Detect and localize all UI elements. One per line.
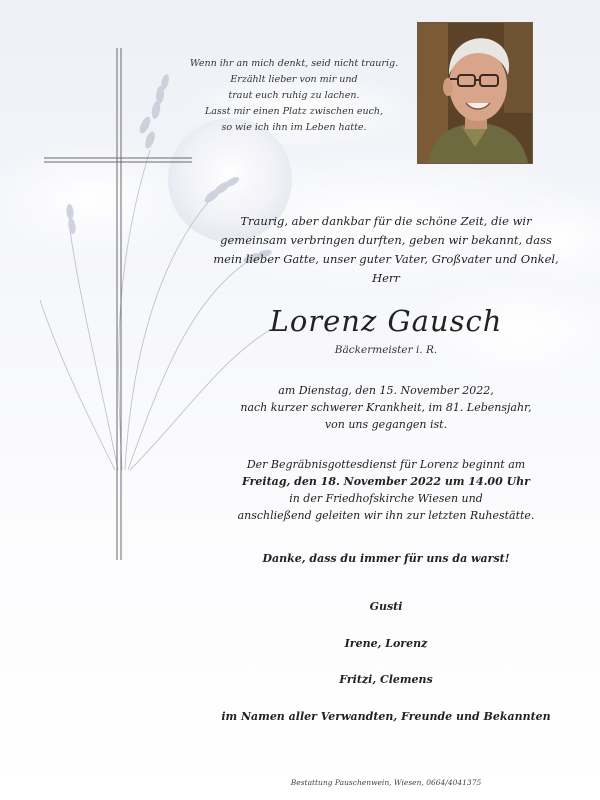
mourner-name: im Namen aller Verwandten, Freunde und Bekannten xyxy=(221,710,551,723)
poem-line: so wie ich ihn im Leben hatte. xyxy=(221,122,367,133)
poem-line: traut euch ruhig zu lachen. xyxy=(228,90,360,101)
death-line: nach kurzer schwerer Krankheit, im 81. Lebensjahr, xyxy=(240,401,532,414)
funeral-line: anschließend geleiten wir ihn zur letzten Ruhestätte. xyxy=(237,509,535,522)
announcement-line: Traurig, aber dankbar für die schöne Zeit, die wir xyxy=(240,214,532,228)
portrait-photo xyxy=(417,22,533,164)
mourner-name: Irene, Lorenz xyxy=(344,637,428,650)
funeral-line: Der Begräbnisgottesdienst für Lorenz beginnt am xyxy=(246,458,526,471)
poem xyxy=(178,56,410,136)
funeral-info xyxy=(200,456,572,524)
mourner-name: Fritzi, Clemens xyxy=(339,673,433,686)
mourner-name: Gusti xyxy=(369,600,403,613)
deceased-name: Lorenz Gausch xyxy=(269,304,503,338)
death-line: von uns gegangen ist. xyxy=(324,418,448,431)
deceased-title: Bäckermeister i. R. xyxy=(334,344,438,356)
funeral-line: in der Friedhofskirche Wiesen und xyxy=(289,492,483,505)
thanks-line: Danke, dass du immer für uns da warst! xyxy=(262,552,510,565)
poem-line: Wenn ihr an mich denkt, seid nicht traurig. xyxy=(189,58,399,69)
death-line: am Dienstag, den 15. November 2022, xyxy=(278,384,494,397)
funeral-home-footer: Bestattung Pauschenwein, Wiesen, 0664/4041375 xyxy=(290,778,482,787)
cross-icon xyxy=(44,48,192,560)
death-notice xyxy=(200,382,572,433)
announcement-line: Herr xyxy=(372,271,400,285)
poem-line: Erzählt lieber von mir und xyxy=(230,74,358,85)
announcement-line: gemeinsam verbringen durften, geben wir bekannt, dass xyxy=(220,233,552,247)
funeral-date-time: Freitag, den 18. November 2022 um 14.00 Uhr xyxy=(242,475,530,488)
poem-line: Lasst mir einen Platz zwischen euch, xyxy=(204,106,384,117)
announcement-line: mein lieber Gatte, unser guter Vater, Großvater und Onkel, xyxy=(213,252,559,266)
announcement-text xyxy=(200,212,572,288)
